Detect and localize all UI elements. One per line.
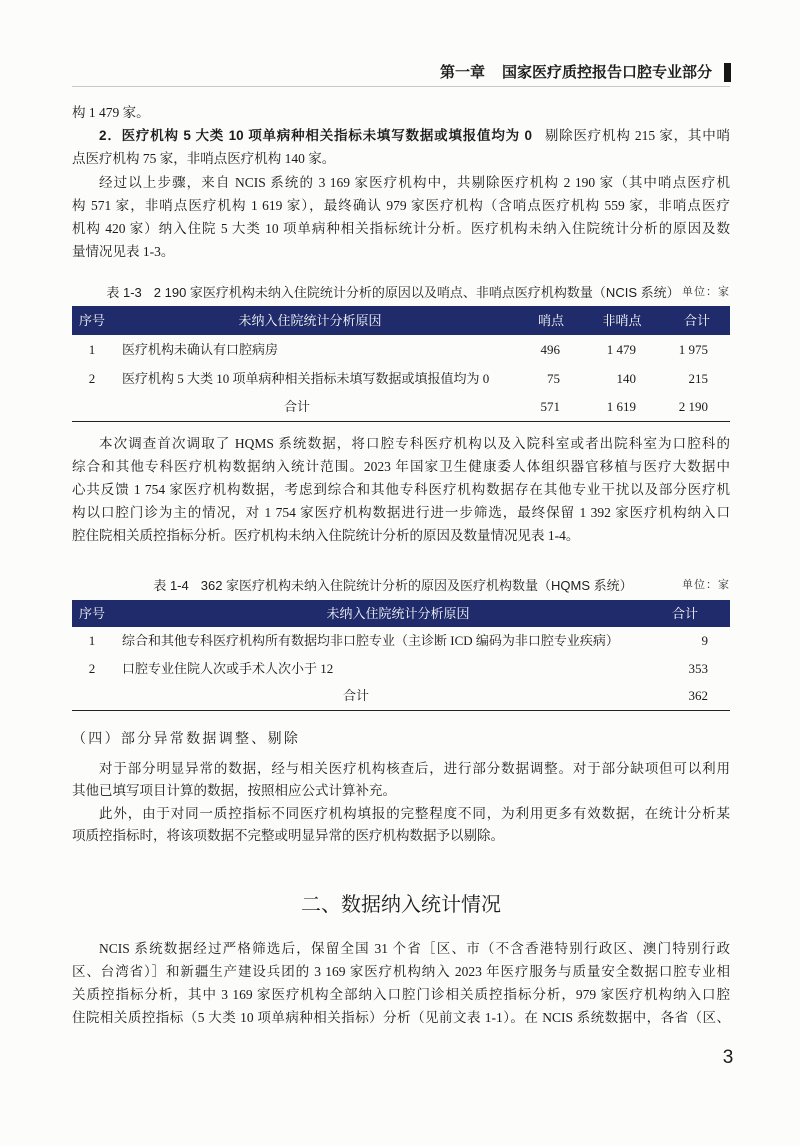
- text-line: 量情况见表 1-3。: [72, 244, 175, 259]
- chapter-title: 国家医疗质控报告口腔专业部分: [501, 64, 712, 81]
- table-1-4: [72, 600, 730, 711]
- header-cell-no: 序号: [72, 600, 112, 627]
- cell-sentinel: 496: [540, 342, 560, 357]
- table-title: 2 190 家医疗机构未纳入住院统计分析的原因以及哨点、非哨点医疗机构数量（NCIS 系统）: [153, 284, 680, 300]
- table-total-row: [72, 682, 730, 711]
- cell-total: 9: [701, 633, 708, 648]
- header-cell-non-sentinel: 非哨点: [580, 306, 664, 335]
- text-line: 构 571 家，非哨点医疗机构 1 619 家），最终确认 979 家医疗机构（含哨点医疗机构 559 家，非哨点医疗: [72, 198, 730, 213]
- header-rule: [72, 86, 730, 87]
- cell-reason: 医疗机构 5 大类 10 项单病种相关指标未填写数据或填报值均为 0: [122, 371, 490, 386]
- table-row: [72, 365, 730, 393]
- text-line: 对于部分明显异常的数据，经与相关医疗机构核查后，进行部分数据调整。对于部分缺项但可以利用: [99, 760, 730, 776]
- cell-total: 1 975: [678, 342, 708, 357]
- text-line: 项质控指标时，将该项数据不完整或明显异常的医疗机构数据予以剔除。: [72, 828, 504, 844]
- cell-total-label: 合计: [72, 682, 640, 711]
- text-line: 本次调查首次调取了 HQMS 系统数据，将口腔专科医疗机构以及入院科室或者出院科室为口腔科的: [99, 435, 730, 451]
- text-line: 点医疗机构 75 家，非哨点医疗机构 140 家。: [72, 150, 336, 166]
- paragraph-hqms-data: [72, 432, 730, 547]
- paragraph-inclusion-statistics: [72, 937, 730, 1029]
- paragraph-data-adjustment: [72, 758, 730, 803]
- page-number: 3: [722, 1047, 734, 1068]
- text-line: 构 1 479 家。: [72, 104, 150, 120]
- chapter-label: 第一章: [439, 64, 485, 81]
- item-text: 剔除医疗机构 215 家，其中哨: [544, 127, 730, 143]
- cell-non-sentinel: 1 479: [606, 342, 636, 357]
- cell-total: 2 190: [664, 393, 730, 422]
- unit-label: 单位：家: [682, 578, 730, 591]
- text-line: 区、台湾省）］和新疆生产建设兵团的 3 169 家医疗机构纳入 2023 年医疗服务与质量安全数据口腔专业相: [72, 963, 730, 979]
- text-line: [72, 124, 730, 147]
- text-line: 经过以上步骤，来自 NCIS 系统的 3 169 家医疗机构中，共剔除医疗机构 2 190 家（其中哨点医疗机: [99, 175, 730, 190]
- cell-total-label: 合计: [72, 393, 522, 422]
- header-cell-total: 合计: [640, 600, 730, 627]
- text-line: 腔住院相关质控指标分析。医疗机构未纳入住院统计分析的原因及数量情况见表 1-4。: [72, 527, 580, 543]
- text-line: 构以口腔门诊为主的情况，对 1 754 家医疗机构数据进行进一步筛选，最终保留 1 392 家医疗机构纳入口: [72, 504, 730, 520]
- cell-sentinel: 571: [522, 393, 580, 422]
- text-line: 心共反馈 1 754 家医疗机构数据，考虑到综合和其他专科医疗机构数据存在其他专业干扰以及部分医疗机: [72, 481, 730, 497]
- cell-no: 2: [88, 660, 96, 676]
- cell-sentinel: 75: [547, 371, 560, 386]
- header-cell-reason: 未纳入住院统计分析原因: [112, 306, 522, 335]
- cell-no: 1: [88, 633, 96, 648]
- paragraph-exclusion-summary: [72, 171, 730, 263]
- table-label: 表 1-4: [153, 577, 189, 593]
- cell-total: 362: [640, 682, 730, 711]
- table-1-3: [72, 306, 730, 422]
- table-caption: [72, 284, 730, 301]
- table-row: [72, 655, 730, 682]
- unit-label: 单位：家: [682, 285, 730, 298]
- header-cell-reason: 未纳入住院统计分析原因: [112, 600, 640, 627]
- header-marker-bar: [724, 63, 731, 82]
- text-line: 此外，由于对同一质控指标不同医疗机构填报的完整程度不同，为利用更多有效数据，在统计分析某: [99, 805, 730, 821]
- cell-reason: 综合和其他专科医疗机构所有数据均非口腔专业（主诊断 ICD 编码为非口腔专业疾病）: [122, 633, 619, 648]
- text-line: NCIS 系统数据经过严格筛选后，保留全国 31 个省［区、市（不含香港特别行政区、澳门特别行政: [99, 940, 730, 956]
- cell-total: 215: [688, 371, 708, 386]
- paragraph-data-exclusion: [72, 803, 730, 848]
- text-line: 机构 420 家）纳入住院 5 大类 10 项单病种相关指标统计分析。医疗机构未纳入住院统计分析的原因及数: [72, 221, 730, 236]
- cell-no: 2: [88, 371, 96, 386]
- running-header: [440, 63, 712, 82]
- cell-reason: 口腔专业住院人次或手术人次小于 12: [122, 660, 334, 676]
- header-cell-sentinel: 哨点: [522, 306, 580, 335]
- text-line: 关质控指标分析，其中 3 169 家医疗机构全部纳入口腔门诊相关质控指标分析，979 家医疗机构纳入口腔: [72, 986, 730, 1002]
- table-row: [72, 335, 730, 365]
- text-line: 综合和其他专科医疗机构数据纳入统计范围。2023 年国家卫生健康委人体组织器官移植与医疗大数据中: [72, 458, 730, 474]
- paragraph-continuation: [72, 101, 730, 124]
- cell-total: 353: [688, 660, 708, 676]
- cell-non-sentinel: 140: [616, 371, 636, 386]
- table-caption: [72, 577, 730, 594]
- subsection-heading: （四）部分异常数据调整、剔除: [72, 732, 301, 747]
- paragraph-exclusion-item-2: [72, 124, 730, 170]
- cell-reason: 医疗机构未确认有口腔病房: [122, 342, 279, 357]
- table-header-row: [72, 600, 730, 627]
- text-line: 其他已填写项目计算的数据，按照相应公式计算补充。: [72, 783, 396, 799]
- table-header-row: [72, 306, 730, 335]
- header-cell-no: 序号: [72, 306, 112, 335]
- cell-non-sentinel: 1 619: [580, 393, 664, 422]
- text-line: 住院相关质控指标（5 大类 10 项单病种相关指标）分析（见前文表 1-1）。在 NCIS 系统数据中，各省（区、: [72, 1009, 730, 1025]
- item-lead-bold: 2．医疗机构 5 大类 10 项单病种相关指标未填写数据或填报值均为 0: [99, 127, 533, 143]
- section-heading: 二、数据纳入统计情况: [301, 894, 501, 916]
- header-cell-total: 合计: [664, 306, 730, 335]
- table-row: [72, 627, 730, 655]
- table-label: 表 1-3: [106, 284, 142, 300]
- cell-no: 1: [88, 342, 96, 357]
- table-total-row: [72, 393, 730, 422]
- table-title: 362 家医疗机构未纳入住院统计分析的原因及医疗机构数量（HQMS 系统）: [200, 577, 633, 593]
